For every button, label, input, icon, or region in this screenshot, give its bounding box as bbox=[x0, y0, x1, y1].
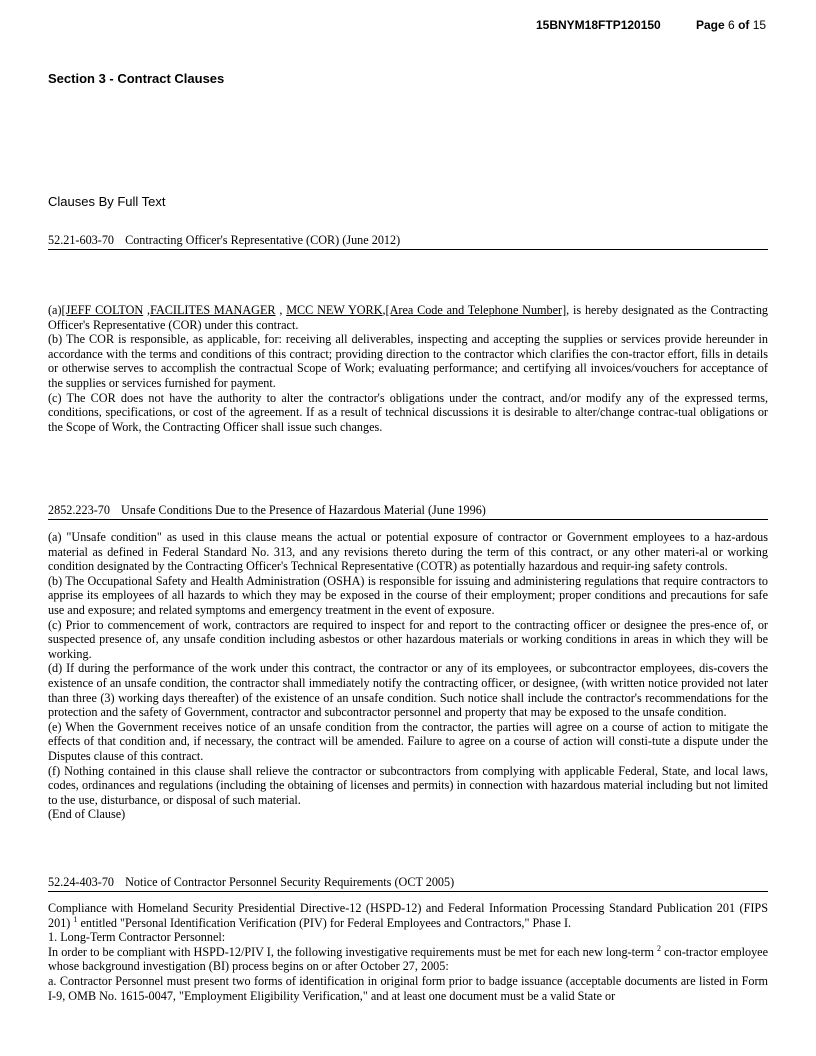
clause-3-body bbox=[48, 901, 768, 1003]
clause-1-body bbox=[48, 303, 768, 434]
footnote-ref-1: 1 bbox=[73, 914, 78, 924]
clause-1-title bbox=[48, 233, 768, 250]
clause-3-para-2: 1. Long-Term Contractor Personnel: bbox=[48, 930, 226, 945]
clause-2-para-a: (a) "Unsafe condition" as used in this clause means the actual or potential exposure of contractor or Government employees to a haz-ardous material as defined in Federal Standard No. 313, and any revisions thereto during the term of this contract, or any other materi-al or working condition designated by the Contracting Officer's Technical Representative (COTR) as potentially hazardous and requir-ing safety controls. bbox=[48, 530, 768, 574]
clause-1-para-a: (a)[JEFF COLTON ,FACILITES MANAGER , MCC NEW YORK,[Area Code and Telephone Number], is hereby designated as the Contracting Officer's Representative (COR) under this contract. bbox=[48, 303, 769, 332]
clause-3-number: 52.24-403-70 bbox=[48, 875, 115, 889]
clause-3-para-3: In order to be compliant with HSPD-12/PIV I, the following investigative requirements must be met for each new long-term $^2$ con-tractor employee whose background investigation (BI) process begins on or after October 27, 2005: bbox=[48, 943, 768, 974]
clause-2-para-b: (b) The Occupational Safety and Health Administration (OSHA) is responsible for issuing and administering regulations that require contractors to apprise its employees of all hazards to which they may be exposed in the course of their employment; proper conditions and precautions for safe use and exposure; and related symptoms and emergency treatment in the event of exposure. bbox=[48, 573, 768, 617]
page-label: Page bbox=[696, 18, 725, 32]
clause-1-title-text: Contracting Officer's Representative (COR) (June 2012) bbox=[125, 233, 401, 247]
clause-2-title bbox=[48, 503, 768, 520]
page-number: 6 bbox=[728, 18, 735, 32]
clause-3-para-4: a. Contractor Personnel must present two forms of identification in original form prior to badge issuance (acceptable documents are listed in Form I-9, OMB No. 1615-0047, "Employment Eligibility Verification," and at least one document must be a valid State or bbox=[48, 973, 768, 1003]
clause-2-para-e: (e) When the Government receives notice of an unsafe condition from the contractor, the parties will agree on a course of action to mitigate the effects of that condition and, if necessary, the contract will be amended. Failure to agree on a course of action will consti-tute a dispute under the Disputes clause of this contract. bbox=[48, 719, 768, 763]
clause-1-para-b: (b) The COR is responsible, as applicable, for: receiving all deliverables, inspecting and accepting the supplies or services provide hereunder in accordance with the terms and conditions of this contract; providing direction to the contractor which clarifies the con-tractor effort, fills in details or otherwise serves to accomplish the contractual Scope of Work; evaluating performance; and certifying all invoices/vouchers for acceptance of the supplies or services furnished for payment. bbox=[48, 332, 768, 390]
clause-2-body bbox=[48, 530, 768, 822]
section-title: Section 3 - Contract Clauses bbox=[48, 71, 225, 86]
clauses-heading: Clauses By Full Text bbox=[48, 194, 166, 209]
cor-role: FACILITES MANAGER bbox=[150, 303, 276, 317]
page-total: 15 bbox=[752, 18, 767, 32]
clause-1-number: 52.21-603-70 bbox=[48, 233, 115, 247]
document-id: 15BNYM18FTP120150 bbox=[536, 18, 661, 32]
clause-2-para-d: (d) If during the performance of the work under this contract, the contractor or any of its employees, or subcontractor employees, dis-covers the existence of an unsafe condition, the contractor shall immediately notify the contracting officer, or designee, (with written notice provided not later than three (3) working days thereafter) of the existence of an unsafe condition. Such notice shall include the contractor's recommendations for the protection and the safety of Government, contractor and subcontractor personnel and property that may be exposed to the unsafe condition. bbox=[48, 661, 768, 720]
clause-3-title-text: Notice of Contractor Personnel Security Requirements (OCT 2005) bbox=[125, 875, 455, 889]
page-of-label: of bbox=[738, 18, 750, 32]
cor-office: MCC NEW YORK bbox=[286, 303, 383, 317]
clause-2-title-text: Unsafe Conditions Due to the Presence of Hazardous Material (June 1996) bbox=[121, 503, 486, 517]
cor-name: [JEFF COLTON bbox=[61, 303, 144, 317]
clause-2-end: (End of Clause) bbox=[48, 807, 126, 822]
clause-2-para-f: (f) Nothing contained in this clause shall relieve the contractor or subcontractors from complying with applicable Federal, State, and local laws, codes, ordinances and regulations (including the obtaining of licenses and permits) in connection with hazardous material including but not limited to the use, disturbance, or disposal of such material. bbox=[48, 763, 768, 807]
clause-2-number: 2852.223-70 bbox=[48, 503, 110, 517]
clause-3-para-1: Compliance with Homeland Security Presidential Directive-12 (HSPD-12) and Federal Information Processing Standard Publication 201 (FIPS 201) $^1$ entitled "Personal Identification Verification (PIV) for Federal Employees and Contractors," Phase I. bbox=[48, 901, 768, 930]
page-indicator bbox=[696, 18, 766, 32]
footnote-ref-2: 2 bbox=[657, 943, 662, 953]
clause-3-title bbox=[48, 875, 768, 892]
clause-2-para-c: (c) Prior to commencement of work, contractors are required to inspect for and report to the contracting officer or designee the pres-ence of, or suspected presence of, any unsafe condition including asbestos or other hazardous materials or working conditions in areas in which they will be working. bbox=[48, 617, 768, 661]
cor-phone: [Area Code and Telephone Number] bbox=[385, 303, 567, 317]
clause-1-para-c: (c) The COR does not have the authority to alter the contractor's obligations under the contract, and/or modify any of the expressed terms, conditions, specifications, or cost of the agreement. If as a result of technical discussions it is desirable to alter/change contrac-tual obligations or the Scope of Work, the Contracting Officer shall issue such changes. bbox=[48, 390, 768, 434]
